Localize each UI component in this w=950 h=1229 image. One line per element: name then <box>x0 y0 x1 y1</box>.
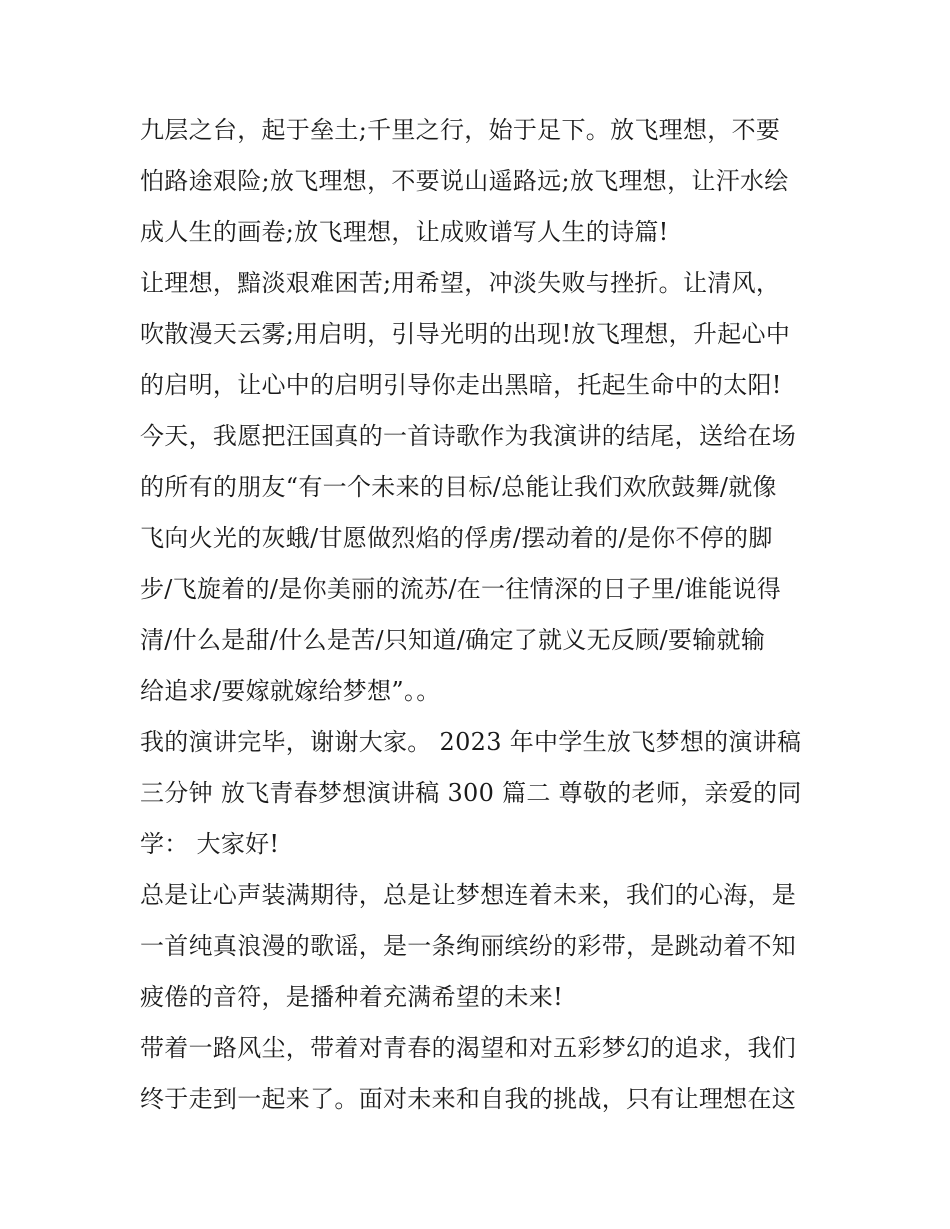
text-line: 三分钟 放飞青春梦想演讲稿 300 篇二 尊敬的老师，亲爱的同 <box>140 779 802 807</box>
text-line: 怕路途艰险;放飞理想，不要说山遥路远;放飞理想，让汗水绘 <box>140 167 789 195</box>
text-line: 终于走到一起来了。面对未来和自我的挑战，只有让理想在这 <box>140 1085 797 1113</box>
text-line: 的所有的朋友“有一个未来的目标/总能让我们欢欣鼓舞/就像 <box>140 473 777 501</box>
text-line: 今天，我愿把汪国真的一首诗歌作为我演讲的结尾，送给在场 <box>140 422 797 450</box>
text-line: 总是让心声装满期待，总是让梦想连着未来，我们的心海，是 <box>140 881 797 909</box>
paragraph-3 <box>140 411 820 717</box>
text-line: 飞向火光的灰蛾/甘愿做烈焰的俘虏/摆动着的/是你不停的脚 <box>140 524 773 552</box>
text-line: 我的演讲完毕，谢谢大家。 2023 年中学生放飞梦想的演讲稿 <box>140 728 802 756</box>
text-line: 让理想，黯淡艰难困苦;用希望，冲淡失败与挫折。让清风， <box>140 269 781 297</box>
text-line: 九层之台，起于垒土;千里之行，始于足下。放飞理想，不要 <box>140 116 781 144</box>
text-line: 一首纯真浪漫的歌谣，是一条绚丽缤纷的彩带，是跳动着不知 <box>140 932 797 960</box>
text-line: 给追求/要嫁就嫁给梦想”。。 <box>140 677 441 705</box>
text-line: 步/飞旋着的/是你美丽的流苏/在一往情深的日子里/谁能说得 <box>140 575 782 603</box>
paragraph-1 <box>140 105 820 258</box>
text-line: 吹散漫天云雾;用启明，引导光明的出现!放飞理想，升起心中 <box>140 320 791 348</box>
paragraph-5 <box>140 870 820 1023</box>
paragraph-4 <box>140 717 820 870</box>
paragraph-2 <box>140 258 820 411</box>
text-line: 清/什么是甜/什么是苦/只知道/确定了就义无反顾/要输就输 <box>140 626 766 654</box>
text-line: 疲倦的音符，是播种着充满希望的未来! <box>140 983 564 1011</box>
text-line: 的启明，让心中的启明引导你走出黑暗，托起生命中的太阳! <box>140 371 782 399</box>
paragraph-6 <box>140 1023 820 1125</box>
text-line: 带着一路风尘，带着对青春的渴望和对五彩梦幻的追求，我们 <box>140 1034 797 1062</box>
text-line: 学： 大家好! <box>140 830 280 858</box>
document-body <box>140 105 820 1125</box>
text-line: 成人生的画卷;放飞理想，让成败谱写人生的诗篇! <box>140 218 669 246</box>
